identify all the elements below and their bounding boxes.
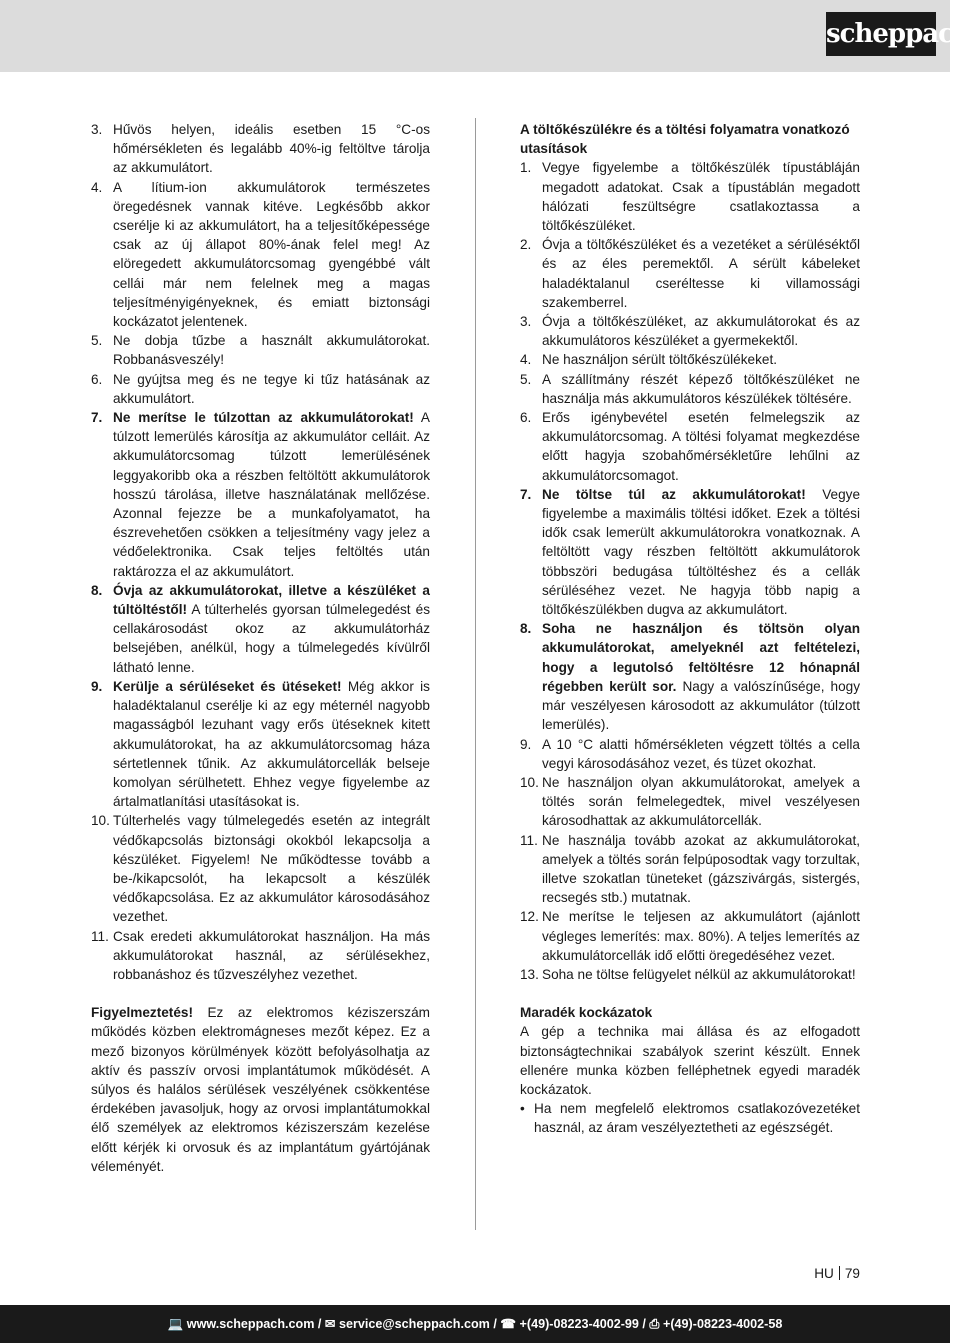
item-number: 1. bbox=[520, 160, 532, 176]
item-text: Óvja a töltőkészüléket, az akkumulátorokat és az akkumulátoros készüléket a gyermekektől. bbox=[542, 314, 860, 349]
item-text: Még akkor is haladéktalanul cserélje ki az egy méternél nagyobb magasságból lezuhant vagy erős ütéseknek kitett akkumulátorokat, ha az akkumulátorcsomag háza sértetlennek tűnik. Az akkumulátorcellák belseje komolyan sérülhetett. Ehhez vegye figyelembe az ártalmatlanítási utasításokat is. bbox=[113, 678, 430, 810]
page-number bbox=[814, 1266, 860, 1281]
item-text: Csak eredeti akkumulátorokat használjon. Ha más akkumulátorokat használ, az sérülésekhez, robbanáshoz és tűzveszélyhez vezethet. bbox=[113, 928, 430, 982]
left-column bbox=[91, 120, 430, 1176]
residual-risk-list bbox=[520, 1099, 860, 1137]
item-number: 5. bbox=[520, 371, 532, 387]
item-emphasis: Ne töltse túl az akkumulátorokat! bbox=[542, 486, 806, 502]
item-number: 8. bbox=[520, 621, 532, 637]
item-text: A túlterhelés gyorsan túlmelegedést és cellakárosodást okoz az akkumulátorház belsejében, anélkül, hogy a túlmelegedés kívülről látható lenne. bbox=[113, 602, 430, 675]
list-item bbox=[91, 370, 430, 408]
item-text: Vegye figyelembe a maximális töltési időket. Ezek a töltési idők csak lemerült akkumulátorokra vonatkoznak. A feltöltött vagy részben feltöltött akkumulátorok többszöri bedugása túltöltéshez és a cellák sérüléséhez vezet. Ne hagyja több napig a töltőkészülékben dugva az akkumulátort. bbox=[542, 486, 861, 618]
item-number: 2. bbox=[520, 237, 532, 253]
footer-mail[interactable]: service@scheppach.com / bbox=[338, 1317, 497, 1331]
item-text: Erős igénybevétel esetén felmelegszik az akkumulátorcsomag. A töltési folyamat megkezdése előtt hagyja szobahőmérsékletűre lehűlni az akkumulátorcsomagot. bbox=[542, 410, 860, 483]
item-text: A 10 °C alatti hőmérsékleten végzett töltés a cella vegyi károsodásához vezet, és tüzet okozhat. bbox=[542, 736, 860, 771]
item-emphasis: Soha ne használjon és töltsön olyan akkumulátorokat, amelyeknél azt feltételezi, hogy a legutolsó feltöltésre 12 hónapnál régebben került sor. bbox=[542, 621, 860, 694]
residual-text: A gép a technika mai állása és az elfogadott biztonságtechnikai szabályok szerint készült. Ennek ellenére munka közben felléphetnek egyedi maradék kockázatok. bbox=[520, 1024, 860, 1097]
list-item bbox=[520, 735, 860, 773]
item-number: 4. bbox=[91, 179, 103, 195]
item-number: 3. bbox=[91, 122, 103, 137]
item-number: 10. bbox=[91, 813, 110, 829]
item-text: A túlzott lemerülés károsítja az akkumulátor celláit. Az akkumulátorcsomag túlzott lemerülésének leggyakoribb oka a részben feltöltött akkumulátorok hosszú tárolása, illetve használatának mellőzése. Azonnal fejezze be a munkafolyamatot, ha észrevehetően csökken a teljesítmény vagy jelez a védőelektronika. Csak teljes feltöltés után raktározza el az akkumulátort. bbox=[113, 410, 430, 579]
item-number: 4. bbox=[520, 352, 532, 368]
list-item bbox=[91, 120, 430, 178]
warning-text: Ez az elektromos kéziszerszám működés közben elektromágneses mezőt képez. Ez a mező bizonyos körülmények között befolyásolhatja az aktív és passzív orvosi implantátumok működését. A súlyos és halálos sérülések veszélyének csökkentése érdekében javasoljuk, hogy az orvosi implantátumokkal élő személyek az elektromos kéziszerszám kezelése előtt kérjék ki orvosuk és az implantátum gyártójának véleményét. bbox=[91, 1005, 430, 1174]
footer-phone: +(49)-08223-4002-99 / bbox=[519, 1317, 646, 1331]
list-item bbox=[91, 581, 430, 677]
item-number: 9. bbox=[520, 736, 532, 752]
scheppach-logo: scheppach bbox=[826, 12, 936, 56]
item-number: 12. bbox=[520, 909, 539, 925]
residual-heading: Maradék kockázatok bbox=[520, 1005, 653, 1021]
list-item bbox=[91, 408, 430, 581]
bullet-item bbox=[520, 1099, 860, 1137]
list-item bbox=[520, 350, 860, 369]
bullet-text: Ha nem megfelelő elektromos csatlakozóvezetéket használ, az áram veszélyeztetheti az egészségét. bbox=[534, 1101, 860, 1136]
charger-heading: A töltőkészülékre és a töltési folyamatra vonatkozó utasítások bbox=[520, 122, 850, 157]
page-num: 79 bbox=[844, 1266, 860, 1281]
bullet-icon: • bbox=[520, 1101, 525, 1117]
list-item bbox=[520, 619, 860, 734]
item-emphasis: Ne merítse le túlzottan az akkumulátorokat! bbox=[113, 410, 414, 426]
footer-bar bbox=[0, 1305, 950, 1343]
fax-icon: ⎙ bbox=[649, 1317, 660, 1331]
item-text: A szállítmány részét képező töltőkészüléket ne használja más akkumulátoros készülékek töltésére. bbox=[542, 371, 860, 406]
item-text: Túlterhelés vagy túlmelegedés esetén az integrált védőkapcsolás biztonsági okokból lekapcsolja a készüléket. Figyelem! Ne működtesse tovább a be-/kikapcsolót, ha lekapcsolt a készülék védőkapcsolása. Ez az akkumulátor károsodásához vezethet. bbox=[113, 813, 430, 925]
phone-icon: ☎ bbox=[500, 1317, 517, 1331]
item-text: Ne használjon sérült töltőkészülékeket. bbox=[542, 352, 777, 368]
charger-instructions-list bbox=[520, 158, 860, 984]
header-band bbox=[0, 0, 950, 72]
item-number: 3. bbox=[520, 314, 532, 330]
column-divider bbox=[475, 118, 476, 1230]
right-column bbox=[520, 120, 860, 1138]
item-number: 13. bbox=[520, 966, 539, 982]
list-item bbox=[91, 811, 430, 926]
item-text: Vegye figyelembe a töltőkészülék típustábláján megadott adatokat. Csak a típustáblán megadott hálózati feszültségre csatlakoztassa a töltőkészüléket. bbox=[542, 160, 860, 234]
item-number: 6. bbox=[91, 371, 103, 387]
page-separator bbox=[839, 1266, 840, 1280]
list-item bbox=[520, 907, 860, 965]
list-item bbox=[520, 235, 860, 312]
item-number: 10. bbox=[520, 774, 539, 790]
item-number: 7. bbox=[520, 486, 532, 502]
warning-label: Figyelmeztetés! bbox=[91, 1005, 193, 1021]
item-number: 9. bbox=[91, 678, 103, 694]
list-item bbox=[520, 485, 860, 619]
item-number: 11. bbox=[520, 832, 538, 848]
list-item bbox=[91, 677, 430, 811]
page-lang: HU bbox=[814, 1266, 834, 1281]
list-item bbox=[520, 312, 860, 350]
item-number: 11. bbox=[91, 928, 109, 944]
item-text: Soha ne töltse felügyelet nélkül az akkumulátorokat! bbox=[542, 966, 856, 982]
item-text: Ne dobja tűzbe a használt akkumulátorokat. Robbanásveszély! bbox=[113, 333, 430, 368]
footer-web[interactable]: www.scheppach.com / bbox=[186, 1317, 322, 1331]
list-item bbox=[520, 831, 860, 908]
list-item bbox=[520, 370, 860, 408]
item-text: Hűvös helyen, ideális esetben 15 °C-os hőmérsékleten és legalább 40%-ig feltöltve tárolja az akkumulátort. bbox=[113, 122, 430, 176]
list-item bbox=[520, 773, 860, 831]
list-item bbox=[520, 158, 860, 235]
list-item bbox=[91, 178, 430, 332]
item-number: 5. bbox=[91, 333, 103, 349]
computer-icon: 💻 bbox=[167, 1317, 184, 1331]
mail-icon: ✉ bbox=[324, 1317, 336, 1331]
footer-fax: +(49)-08223-4002-58 bbox=[663, 1317, 783, 1331]
list-item bbox=[91, 927, 430, 985]
item-emphasis: Óvja az akkumulátorokat, illetve a készüléket a túltöltéstől! bbox=[113, 582, 430, 618]
item-number: 7. bbox=[91, 410, 103, 426]
list-item bbox=[520, 408, 860, 485]
item-number: 6. bbox=[520, 410, 532, 426]
item-emphasis: Kerülje a sérüléseket és ütéseket! bbox=[113, 678, 342, 694]
item-text: Ne használja tovább azokat az akkumulátorokat, amelyek a töltés során felpúposodtak vagy torzultak, illetve szokatlan tüneteket (gázszivárgás, sistergés, recsegés stb.) mutatnak. bbox=[542, 832, 860, 906]
item-text: Ne használjon olyan akkumulátorokat, amelyek a töltés során felmelegedtek, mivel veszélyesen károsodhattak az akkumulátorcellák. bbox=[542, 774, 860, 829]
item-text: A lítium-ion akkumulátorok természetes öregedésnek vannak kitéve. Legkésőbb akkor cserélje ki az akkumulátort, ha a teljesítőképessége csak az új állapot 80%-ának felel meg! Az elöregedett akkumulátorcsomag gyengébbé vált cellái már nem felelnek meg a magas teljesítményigényeknek, és emiatt biztonsági kockázatot jelentenek. bbox=[113, 179, 430, 330]
item-text: Óvja a töltőkészüléket és a vezetéket a sérüléséktől és az éles peremektől. A sérült kábeleket haladéktalanul cseréltesse ki villamossági szakemberrel. bbox=[542, 237, 860, 310]
list-item bbox=[91, 331, 430, 369]
battery-safety-list bbox=[91, 120, 430, 984]
item-text: Ne merítse le teljesen az akkumulátort (ajánlott végleges lemerítés: max. 80%). A teljes lemerítés az akkumulátorcellák idő előtti öregedéséhez vezet. bbox=[542, 909, 860, 963]
warning-paragraph bbox=[91, 1003, 430, 1176]
item-text: Nagy a valószínűsége, hogy már veszélyesen károsodott az akkumulátor (túlzott lemerülés). bbox=[542, 678, 860, 733]
item-number: 8. bbox=[91, 582, 103, 598]
list-item bbox=[520, 965, 860, 984]
item-text: Ne gyújtsa meg és ne tegye ki tűz hatásának az akkumulátort. bbox=[113, 371, 430, 406]
